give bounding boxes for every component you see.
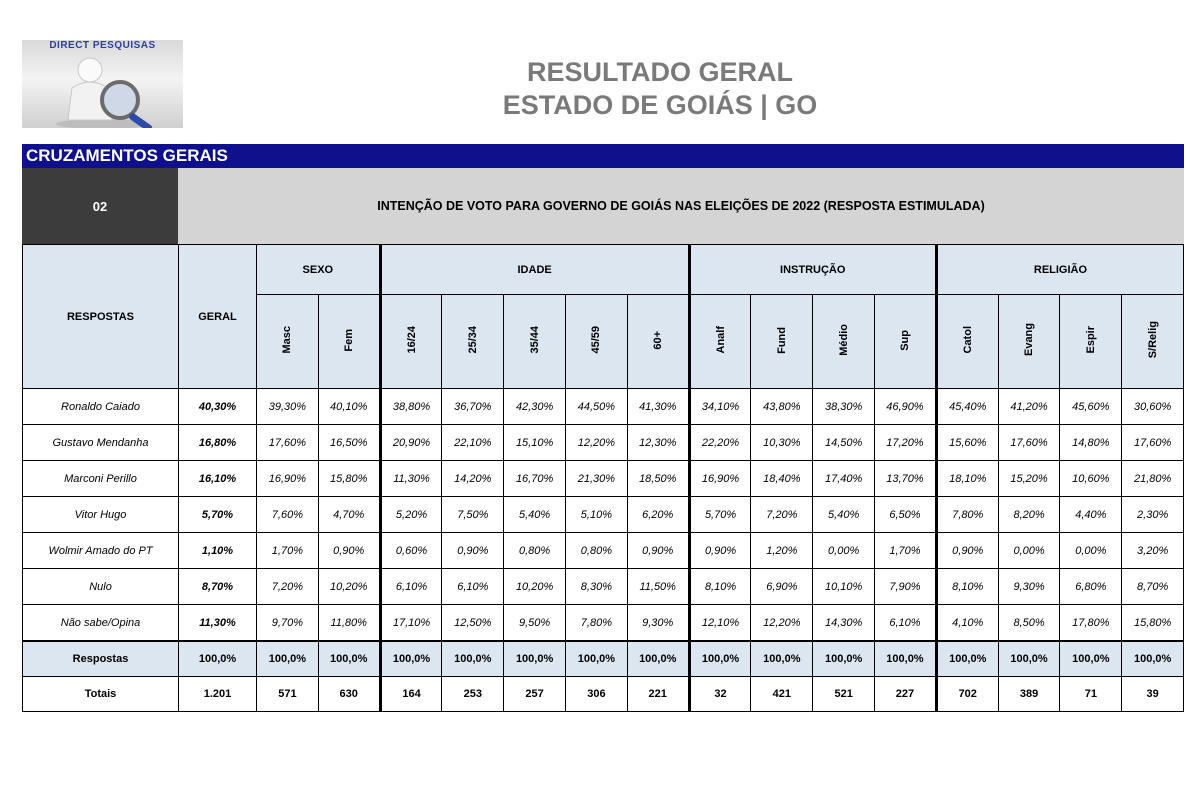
subcol-label: Analf	[714, 326, 727, 354]
cell-value: 421	[751, 677, 813, 712]
totais-row	[23, 677, 1184, 712]
subcol-header	[566, 295, 628, 389]
respostas-header: RESPOSTAS	[23, 245, 179, 389]
cell-value: 0,00%	[813, 533, 875, 569]
cell-value: 15,80%	[318, 461, 380, 497]
cell-value: 20,90%	[380, 425, 442, 461]
cell-value: 71	[1060, 677, 1122, 712]
cell-value: 0,00%	[998, 533, 1060, 569]
page-subtitle: ESTADO DE GOIÁS | GO	[502, 90, 818, 120]
row-label: Wolmir Amado do PT	[23, 533, 179, 569]
geral-value: 8,70%	[179, 569, 257, 605]
cell-value: 0,90%	[689, 533, 751, 569]
row-label: Gustavo Mendanha	[23, 425, 179, 461]
cell-value: 10,10%	[813, 569, 875, 605]
cell-value: 6,50%	[875, 497, 937, 533]
cell-value: 12,20%	[751, 605, 813, 642]
geral-value: 100,0%	[179, 641, 257, 677]
cell-value: 100,0%	[566, 641, 628, 677]
cell-value: 16,90%	[257, 461, 319, 497]
cell-value: 17,40%	[813, 461, 875, 497]
cell-value: 16,50%	[318, 425, 380, 461]
cell-value: 45,60%	[1060, 389, 1122, 425]
cell-value: 9,50%	[504, 605, 566, 642]
subcol-header	[627, 295, 689, 389]
cell-value: 100,0%	[751, 641, 813, 677]
cell-value: 0,00%	[1060, 533, 1122, 569]
group-header-idade: IDADE	[380, 245, 689, 295]
cell-value: 227	[875, 677, 937, 712]
cell-value: 100,0%	[1060, 641, 1122, 677]
subcol-header	[875, 295, 937, 389]
cell-value: 17,60%	[257, 425, 319, 461]
cell-value: 22,10%	[442, 425, 504, 461]
cell-value: 100,0%	[936, 641, 998, 677]
subcol-header	[813, 295, 875, 389]
cell-value: 389	[998, 677, 1060, 712]
cell-value: 22,20%	[689, 425, 751, 461]
cell-value: 0,90%	[442, 533, 504, 569]
subcol-label: Evang	[1023, 323, 1036, 357]
cell-value: 11,30%	[380, 461, 442, 497]
cell-value: 10,30%	[751, 425, 813, 461]
subcol-header	[998, 295, 1060, 389]
cell-value: 4,70%	[318, 497, 380, 533]
cell-value: 702	[936, 677, 998, 712]
cell-value: 10,20%	[318, 569, 380, 605]
subcol-header	[1122, 295, 1184, 389]
row-label: Não sabe/Opina	[23, 605, 179, 642]
row-label: Vitor Hugo	[23, 497, 179, 533]
cell-value: 9,70%	[257, 605, 319, 642]
table-row	[23, 461, 1184, 497]
cell-value: 100,0%	[318, 641, 380, 677]
cell-value: 9,30%	[627, 605, 689, 642]
cell-value: 4,10%	[936, 605, 998, 642]
cell-value: 164	[380, 677, 442, 712]
cell-value: 21,80%	[1122, 461, 1184, 497]
cell-value: 100,0%	[380, 641, 442, 677]
geral-value: 11,30%	[179, 605, 257, 642]
row-label: Marconi Perillo	[23, 461, 179, 497]
question-header	[22, 168, 1184, 244]
subcol-label: Sup	[898, 329, 911, 351]
cell-value: 7,20%	[257, 569, 319, 605]
cell-value: 44,50%	[566, 389, 628, 425]
geral-value: 16,10%	[179, 461, 257, 497]
cell-value: 8,30%	[566, 569, 628, 605]
cell-value: 0,90%	[936, 533, 998, 569]
cell-value: 8,20%	[998, 497, 1060, 533]
geral-value: 1,10%	[179, 533, 257, 569]
cell-value: 38,80%	[380, 389, 442, 425]
subcol-label: 25/34	[466, 326, 479, 354]
subcol-header	[318, 295, 380, 389]
cell-value: 4,40%	[1060, 497, 1122, 533]
cell-value: 0,80%	[504, 533, 566, 569]
cell-value: 10,60%	[1060, 461, 1122, 497]
cell-value: 7,90%	[875, 569, 937, 605]
cell-value: 2,30%	[1122, 497, 1184, 533]
cell-value: 21,30%	[566, 461, 628, 497]
cell-value: 41,30%	[627, 389, 689, 425]
cell-value: 41,20%	[998, 389, 1060, 425]
cell-value: 18,50%	[627, 461, 689, 497]
cell-value: 32	[689, 677, 751, 712]
cell-value: 11,50%	[627, 569, 689, 605]
cell-value: 521	[813, 677, 875, 712]
cell-value: 36,70%	[442, 389, 504, 425]
cell-value: 100,0%	[875, 641, 937, 677]
cell-value: 16,90%	[689, 461, 751, 497]
geral-value: 16,80%	[179, 425, 257, 461]
cell-value: 100,0%	[627, 641, 689, 677]
section-bar: CRUZAMENTOS GERAIS	[22, 144, 1184, 168]
group-header-sexo: SEXO	[257, 245, 381, 295]
cell-value: 571	[257, 677, 319, 712]
cell-value: 0,90%	[318, 533, 380, 569]
subcol-label: Catol	[961, 326, 974, 354]
cell-value: 100,0%	[442, 641, 504, 677]
question-number: 02	[22, 168, 178, 244]
cell-value: 5,40%	[504, 497, 566, 533]
subcol-header	[1060, 295, 1122, 389]
report-titles	[400, 56, 920, 122]
cell-value: 8,50%	[998, 605, 1060, 642]
cell-value: 8,10%	[936, 569, 998, 605]
cell-value: 630	[318, 677, 380, 712]
cell-value: 1,20%	[751, 533, 813, 569]
subcol-label: 45/59	[590, 326, 603, 354]
cell-value: 46,90%	[875, 389, 937, 425]
geral-value: 40,30%	[179, 389, 257, 425]
cell-value: 100,0%	[689, 641, 751, 677]
cell-value: 7,50%	[442, 497, 504, 533]
cell-value: 6,80%	[1060, 569, 1122, 605]
cell-value: 14,50%	[813, 425, 875, 461]
cell-value: 0,60%	[380, 533, 442, 569]
table-row	[23, 389, 1184, 425]
cell-value: 14,20%	[442, 461, 504, 497]
cell-value: 0,80%	[566, 533, 628, 569]
subcol-header	[442, 295, 504, 389]
row-label: Respostas	[23, 641, 179, 677]
respostas-row	[23, 641, 1184, 677]
cell-value: 6,10%	[875, 605, 937, 642]
cell-value: 306	[566, 677, 628, 712]
cell-value: 43,80%	[751, 389, 813, 425]
cell-value: 5,10%	[566, 497, 628, 533]
cell-value: 40,10%	[318, 389, 380, 425]
cell-value: 38,30%	[813, 389, 875, 425]
subcol-label: 35/44	[528, 326, 541, 354]
cell-value: 1,70%	[257, 533, 319, 569]
cell-value: 0,90%	[627, 533, 689, 569]
cell-value: 17,60%	[998, 425, 1060, 461]
cell-value: 6,20%	[627, 497, 689, 533]
subcol-header	[751, 295, 813, 389]
cell-value: 13,70%	[875, 461, 937, 497]
table-row	[23, 605, 1184, 642]
cell-value: 18,10%	[936, 461, 998, 497]
cell-value: 8,10%	[689, 569, 751, 605]
cell-value: 17,10%	[380, 605, 442, 642]
cell-value: 15,60%	[936, 425, 998, 461]
cell-value: 5,20%	[380, 497, 442, 533]
cell-value: 7,60%	[257, 497, 319, 533]
cell-value: 42,30%	[504, 389, 566, 425]
cell-value: 253	[442, 677, 504, 712]
logo	[22, 40, 183, 128]
cell-value: 17,20%	[875, 425, 937, 461]
cell-value: 9,30%	[998, 569, 1060, 605]
cell-value: 257	[504, 677, 566, 712]
cell-value: 30,60%	[1122, 389, 1184, 425]
subcol-header	[257, 295, 319, 389]
table-row	[23, 533, 1184, 569]
cell-value: 10,20%	[504, 569, 566, 605]
subcol-header	[504, 295, 566, 389]
magnifier-figure-icon	[22, 40, 183, 128]
subcol-label: S/Relig	[1146, 321, 1159, 359]
subcol-label: 16/24	[405, 326, 418, 354]
cell-value: 17,60%	[1122, 425, 1184, 461]
cell-value: 34,10%	[689, 389, 751, 425]
cell-value: 17,80%	[1060, 605, 1122, 642]
cell-value: 16,70%	[504, 461, 566, 497]
subcol-label: Masc	[281, 326, 294, 354]
geral-value: 1.201	[179, 677, 257, 712]
cell-value: 6,10%	[380, 569, 442, 605]
subcol-label: Médio	[837, 324, 850, 356]
subcol-header	[936, 295, 998, 389]
logo-brand: DIRECT PESQUISAS	[49, 40, 156, 51]
cell-value: 7,80%	[936, 497, 998, 533]
cell-value: 12,10%	[689, 605, 751, 642]
cell-value: 5,40%	[813, 497, 875, 533]
cell-value: 14,80%	[1060, 425, 1122, 461]
cell-value: 100,0%	[1122, 641, 1184, 677]
subcol-label: Fem	[342, 328, 355, 352]
subcol-label: 60+	[651, 330, 664, 350]
cell-value: 15,20%	[998, 461, 1060, 497]
cell-value: 6,10%	[442, 569, 504, 605]
cell-value: 12,50%	[442, 605, 504, 642]
table-row	[23, 497, 1184, 533]
table-row	[23, 425, 1184, 461]
cell-value: 5,70%	[689, 497, 751, 533]
cell-value: 7,80%	[566, 605, 628, 642]
cell-value: 100,0%	[257, 641, 319, 677]
subcol-header	[689, 295, 751, 389]
cell-value: 8,70%	[1122, 569, 1184, 605]
cell-value: 11,80%	[318, 605, 380, 642]
cell-value: 221	[627, 677, 689, 712]
results-table	[22, 244, 1184, 712]
cell-value: 15,10%	[504, 425, 566, 461]
cell-value: 1,70%	[875, 533, 937, 569]
page-title: RESULTADO GERAL	[527, 57, 793, 87]
cell-value: 15,80%	[1122, 605, 1184, 642]
row-label: Nulo	[23, 569, 179, 605]
cell-value: 18,40%	[751, 461, 813, 497]
question-text: INTENÇÃO DE VOTO PARA GOVERNO DE GOIÁS NAS ELEIÇÕES DE 2022 (RESPOSTA ESTIMULADA)	[178, 168, 1184, 244]
cell-value: 6,90%	[751, 569, 813, 605]
cell-value: 45,40%	[936, 389, 998, 425]
subcol-label: Espir	[1084, 326, 1097, 354]
group-header-instrucao: INSTRUÇÃO	[689, 245, 936, 295]
subcol-label: Fund	[775, 326, 788, 354]
cell-value: 39,30%	[257, 389, 319, 425]
cell-value: 12,20%	[566, 425, 628, 461]
cell-value: 100,0%	[504, 641, 566, 677]
geral-value: 5,70%	[179, 497, 257, 533]
row-label: Ronaldo Caiado	[23, 389, 179, 425]
cell-value: 100,0%	[998, 641, 1060, 677]
cell-value: 7,20%	[751, 497, 813, 533]
subcol-header	[380, 295, 442, 389]
group-header-religiao: RELIGIÃO	[936, 245, 1183, 295]
cell-value: 12,30%	[627, 425, 689, 461]
cell-value: 14,30%	[813, 605, 875, 642]
cell-value: 3,20%	[1122, 533, 1184, 569]
cell-value: 100,0%	[813, 641, 875, 677]
cell-value: 39	[1122, 677, 1184, 712]
row-label: Totais	[23, 677, 179, 712]
table-row	[23, 569, 1184, 605]
geral-header: GERAL	[179, 245, 257, 389]
